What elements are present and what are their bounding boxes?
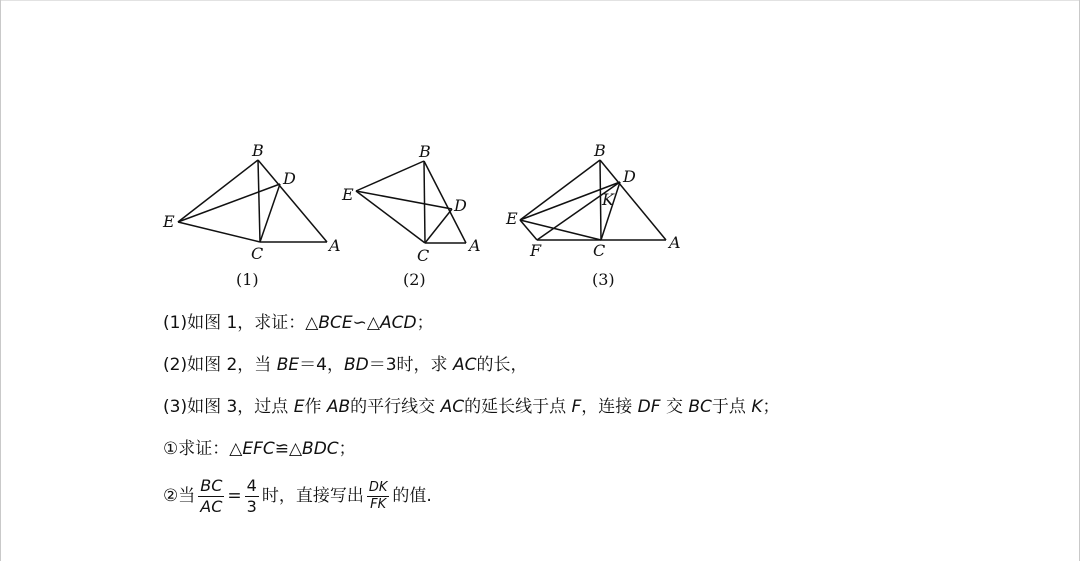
figure-3-label-F: F xyxy=(530,241,542,260)
figure-3 xyxy=(505,141,681,289)
segment-CD xyxy=(425,209,452,243)
segment-BC xyxy=(424,161,425,243)
figure-1-label-E: E xyxy=(163,212,175,231)
q3a-congruent-symbol: ≌△ xyxy=(274,439,303,459)
figure-2-label-C: C xyxy=(417,246,430,265)
question-3-part-2 xyxy=(163,472,432,520)
q3b-suffix: 的值. xyxy=(392,486,432,506)
figure-2-label-E: E xyxy=(342,185,354,204)
question-3-part-1 xyxy=(163,436,356,462)
figure-3-label-B: B xyxy=(594,141,606,160)
q1-triangle-1: BCE xyxy=(318,313,353,333)
q3-var-E: E xyxy=(293,397,305,417)
figure-3-label-C: C xyxy=(593,241,606,260)
segment-EB xyxy=(520,160,600,220)
q3a-prefix: ①求证：△ xyxy=(163,439,243,459)
figure-1-caption: (1) xyxy=(236,270,259,289)
q3-text-3: 的延长线于点 xyxy=(464,397,572,417)
figure-2-label-D: D xyxy=(454,196,467,215)
figure-1-label-B: B xyxy=(252,141,264,160)
figure-1-label-D: D xyxy=(283,169,296,188)
q3-var-DF: DF xyxy=(637,397,661,417)
fraction-1-denominator: AC xyxy=(200,496,223,516)
segment-EC xyxy=(356,191,425,243)
figure-1-label-A: A xyxy=(329,236,341,255)
figure-2 xyxy=(341,142,481,289)
figure-1 xyxy=(162,141,341,289)
q3-var-AB: AB xyxy=(326,397,351,417)
q3-prefix: (3)如图 3，过点 xyxy=(163,397,294,417)
question-3 xyxy=(163,394,779,420)
fraction-3-numerator: DK xyxy=(368,479,388,495)
q3b-middle-text: 时，直接写出 xyxy=(261,486,364,506)
q2-eq-1: ＝4， xyxy=(299,355,344,375)
q2-var-BE: BE xyxy=(276,355,300,375)
q3b-prefix: ②当 xyxy=(163,486,196,506)
segment-ED xyxy=(356,191,452,209)
q3b-equals: = xyxy=(227,486,242,506)
figure-2-label-B: B xyxy=(419,142,431,161)
fraction-4-over-3 xyxy=(245,476,259,517)
q3-var-AC: AC xyxy=(440,397,465,417)
figure-3-label-E: E xyxy=(506,209,518,228)
figure-1-label-C: C xyxy=(251,244,264,263)
segment-BC xyxy=(600,160,601,240)
figure-3-label-D: D xyxy=(623,167,636,186)
q1-suffix: ； xyxy=(416,313,434,333)
q3a-triangle-1: EFC xyxy=(242,439,275,459)
figure-3-caption: (3) xyxy=(592,270,615,289)
question-2 xyxy=(163,352,527,378)
q2-var-AC: AC xyxy=(452,355,477,375)
segment-BC xyxy=(258,160,260,242)
q3-text-2: 的平行线交 xyxy=(350,397,441,417)
q2-var-BD: BD xyxy=(343,355,369,375)
segment-EC xyxy=(178,222,260,242)
figure-2-label-A: A xyxy=(469,236,481,255)
figure-3-label-K: K xyxy=(602,190,614,209)
fraction-BC-over-AC xyxy=(198,476,224,517)
segment-CD xyxy=(260,184,280,242)
q1-triangle-2: ACD xyxy=(379,313,417,333)
q3-suffix: ； xyxy=(762,397,780,417)
figure-2-caption: (2) xyxy=(403,270,426,289)
fraction-2-denominator: 3 xyxy=(246,496,257,516)
segment-EB xyxy=(356,161,424,191)
question-1 xyxy=(163,310,434,336)
segment-EB xyxy=(178,160,258,222)
q3-var-BC: BC xyxy=(688,397,712,417)
q3-var-F: F xyxy=(571,397,582,417)
fraction-2-numerator: 4 xyxy=(246,475,257,495)
q3a-suffix: ； xyxy=(338,439,356,459)
figure-3-label-A: A xyxy=(669,233,681,252)
fraction-DK-over-FK xyxy=(367,480,390,513)
segment-ED xyxy=(178,184,280,222)
q1-similar-symbol: ∽△ xyxy=(352,313,380,333)
q3-var-K: K xyxy=(751,397,763,417)
q3-text-1: 作 xyxy=(304,397,327,417)
q2-prefix: (2)如图 2，当 xyxy=(163,355,277,375)
q3-text-4: ，连接 xyxy=(581,397,638,417)
q3a-triangle-2: BDC xyxy=(302,439,339,459)
q3-text-5: 交 xyxy=(660,397,689,417)
q2-suffix: 的长， xyxy=(476,355,528,375)
fraction-1-numerator: BC xyxy=(200,475,223,495)
q3-text-6: 于点 xyxy=(711,397,752,417)
fraction-3-denominator: FK xyxy=(370,496,387,512)
q1-prefix: (1)如图 1，求证：△ xyxy=(163,313,319,333)
q2-eq-2: ＝3时，求 xyxy=(368,355,453,375)
